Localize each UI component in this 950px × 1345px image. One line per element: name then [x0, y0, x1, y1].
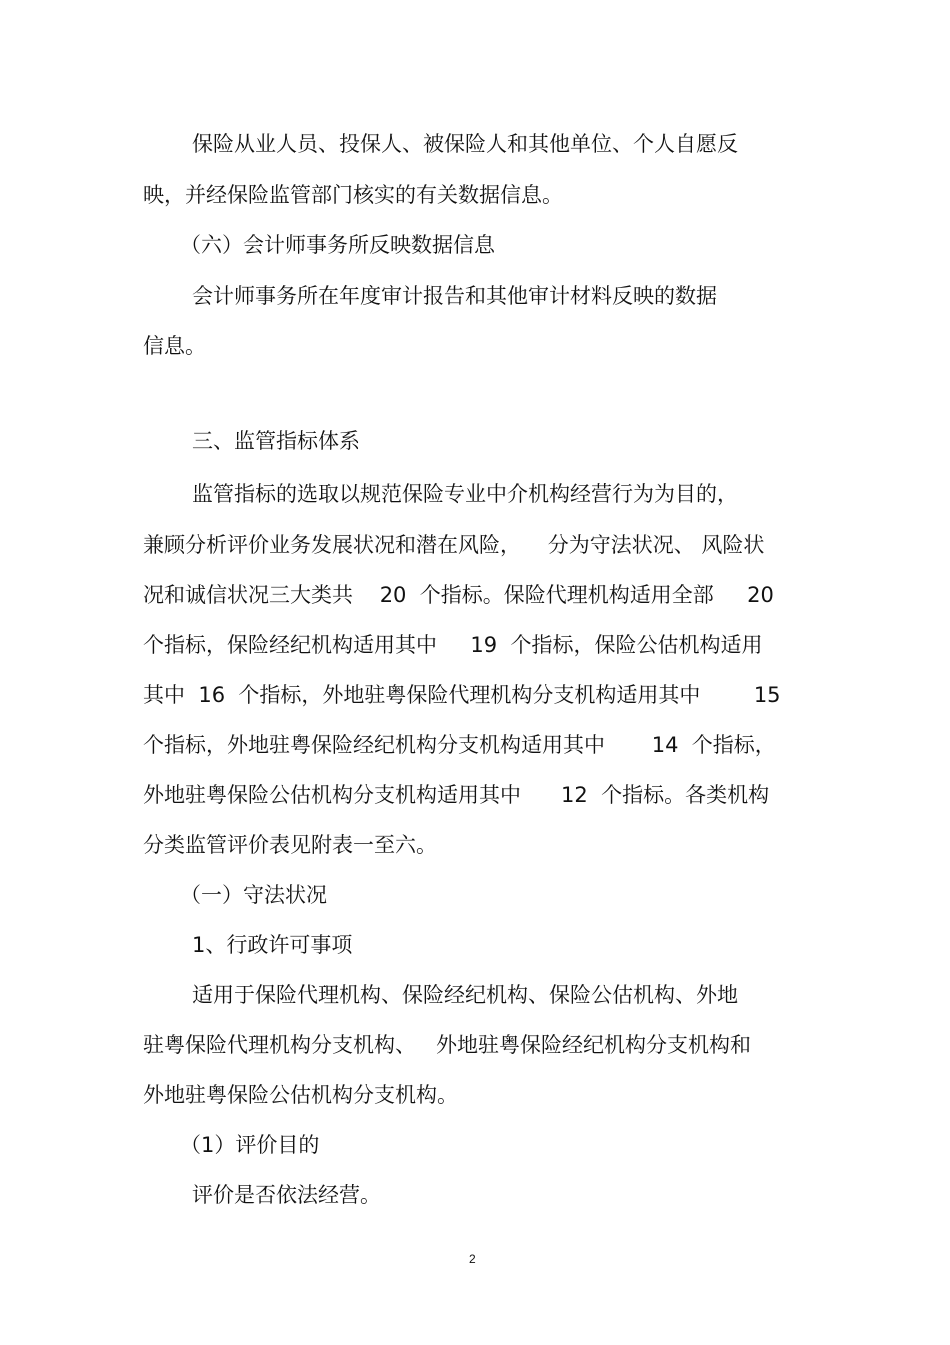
- subsection-heading: 1、行政许可事项: [192, 933, 353, 957]
- page-number: 2: [469, 1252, 476, 1266]
- paragraph-line: 驻粤保险代理机构分支机构、 外地驻粤保险经纪机构分支机构和: [143, 1033, 752, 1057]
- section-heading: （六）会计师事务所反映数据信息: [180, 233, 495, 257]
- paragraph-line: 兼顾分析评价业务发展状况和潜在风险， 分为守法状况、 风险状: [143, 533, 765, 557]
- paragraph-line: 信息。: [143, 334, 206, 358]
- paragraph-line: 会计师事务所在年度审计报告和其他审计材料反映的数据: [192, 284, 717, 308]
- paragraph-line: 映，并经保险监管部门核实的有关数据信息。: [143, 183, 563, 207]
- paragraph-line: 分类监管评价表见附表一至六。: [143, 833, 437, 857]
- paragraph-line: 适用于保险代理机构、保险经纪机构、保险公估机构、外地: [192, 983, 738, 1007]
- paragraph-line: 况和诚信状况三大类共 20 个指标。保险代理机构适用全部 20: [143, 583, 774, 607]
- item-heading: （1）评价目的: [180, 1133, 320, 1157]
- paragraph-line: 个指标，外地驻粤保险经纪机构分支机构适用其中 14 个指标，: [143, 733, 776, 757]
- section-heading: （一）守法状况: [180, 883, 327, 907]
- paragraph-line: 外地驻粤保险公估机构分支机构适用其中 12 个指标。各类机构: [143, 783, 770, 807]
- paragraph-line: 个指标，保险经纪机构适用其中 19 个指标，保险公估机构适用: [143, 633, 763, 657]
- paragraph-line: 评价是否依法经营。: [192, 1183, 381, 1207]
- paragraph-line: 保险从业人员、投保人、被保险人和其他单位、个人自愿反: [192, 132, 738, 156]
- paragraph-line: 监管指标的选取以规范保险专业中介机构经营行为为目的，: [192, 482, 738, 506]
- paragraph-line: 外地驻粤保险公估机构分支机构。: [143, 1083, 458, 1107]
- paragraph-line: 其中 16 个指标，外地驻粤保险代理机构分支机构适用其中 15: [143, 683, 781, 707]
- chapter-heading: 三、监管指标体系: [192, 429, 360, 453]
